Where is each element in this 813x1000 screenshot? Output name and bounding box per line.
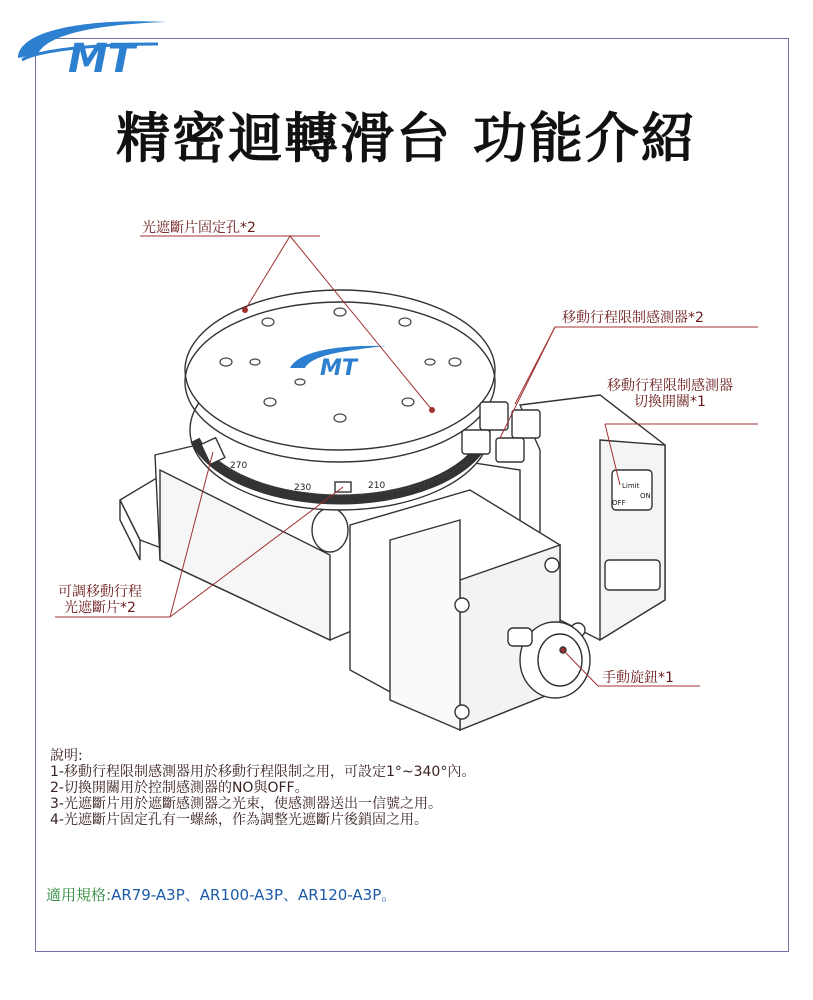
callout-limit-sensor: 移動行程限制感測器*2 xyxy=(562,310,704,326)
scale-label-230: 230 xyxy=(294,483,312,493)
callout-knob: 手動旋鈕*1 xyxy=(602,670,674,686)
logo-text: MT xyxy=(68,36,136,80)
callout-switch-line2: 切換開關*1 xyxy=(634,394,706,410)
note-line-4: 4-光遮斷片固定孔有一螺絲，作為調整光遮斷片後鎖固之用。 xyxy=(50,812,428,828)
callout-switch-line1: 移動行程限制感測器 xyxy=(607,378,733,394)
notes-section xyxy=(50,748,475,828)
callout-adjustable-line1: 可調移動行程 xyxy=(58,584,142,600)
switch-label-on: ON xyxy=(640,492,651,500)
notes-heading: 說明: xyxy=(50,748,83,764)
callout-shutter-holes: 光遮斷片固定孔*2 xyxy=(142,220,256,236)
note-line-2: 2-切換開關用於控制感測器的NO與OFF。 xyxy=(50,780,309,796)
spec-label: 適用規格: xyxy=(46,886,112,904)
table-logo-text: MT xyxy=(320,356,357,381)
scale-label-270: 270 xyxy=(230,461,248,471)
spec-models: AR79-A3P、AR100-A3P、AR120-A3P。 xyxy=(111,886,397,904)
callout-switch xyxy=(607,378,733,410)
switch-label-off: OFF xyxy=(612,499,626,507)
scale-label-210: 210 xyxy=(368,481,386,491)
note-line-1: 1-移動行程限制感測器用於移動行程限制之用，可設定1°~340°內。 xyxy=(50,764,476,780)
db-connector xyxy=(605,560,660,590)
page-title: 精密迴轉滑台 功能介紹 xyxy=(116,107,697,170)
switch-label-limit: Limit xyxy=(622,482,640,490)
note-line-3: 3-光遮斷片用於遮斷感測器之光束，使感測器送出一信號之用。 xyxy=(50,796,442,812)
callout-adjustable-shutter xyxy=(58,584,142,616)
spec-line xyxy=(46,884,396,905)
callout-adjustable-line2: 光遮斷片*2 xyxy=(64,600,136,616)
